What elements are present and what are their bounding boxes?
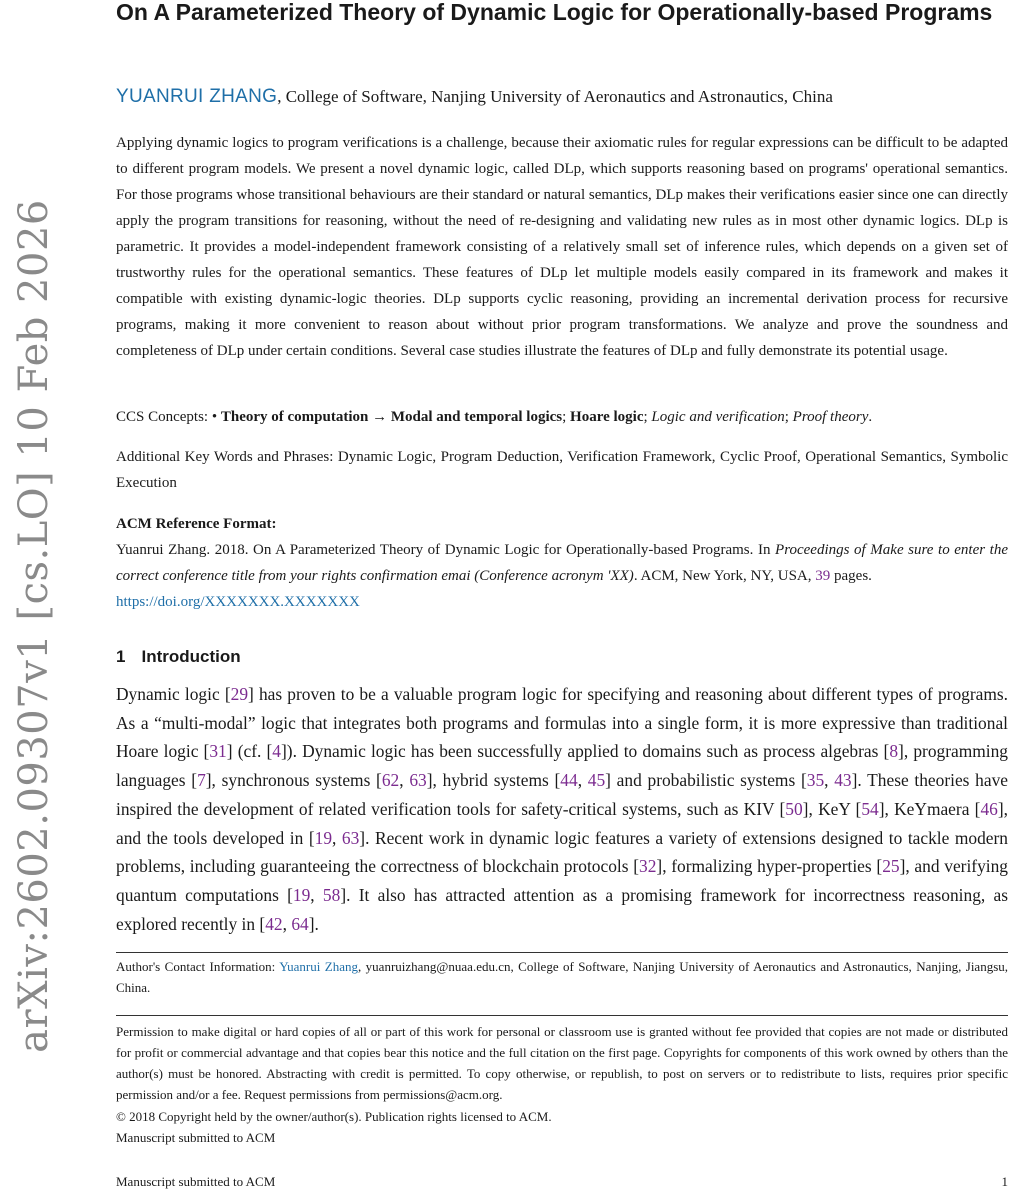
citation-link[interactable]: 63 (409, 770, 427, 791)
arxiv-stamp-text: arXiv:2602.09307v1 [cs.LO] 10 Feb 2026 (11, 199, 57, 1053)
ccs-sep: ; (784, 409, 793, 425)
paper-title: On A Parameterized Theory of Dynamic Logic for Operationally-based Programs (116, 0, 993, 25)
intro-text: , (282, 913, 292, 934)
citation-link[interactable]: 54 (861, 798, 879, 819)
citation-link[interactable]: 45 (587, 770, 606, 791)
citation-link[interactable]: 19 (314, 827, 333, 848)
citation-link[interactable]: 8 (889, 741, 899, 762)
ccs-sep: ; (643, 409, 652, 425)
citation-link[interactable]: 58 (322, 884, 341, 905)
citation-link[interactable]: 4 (272, 741, 281, 762)
author-affiliation: , College of Software, Nanjing University of Aeronautics and Astronautics, China (277, 87, 833, 106)
intro-text: ], hybrid systems [ (426, 770, 561, 791)
author-line (116, 86, 833, 108)
ccs-concept-1: Theory of computation (220, 409, 369, 425)
author-name: YUANRUI ZHANG (116, 86, 278, 107)
intro-text: , (577, 770, 588, 791)
page-number: 1 (1001, 1174, 1008, 1189)
citation-link[interactable]: 32 (639, 856, 657, 877)
section-title: Introduction (141, 647, 241, 666)
citation-link[interactable]: 64 (291, 913, 309, 934)
ccs-concept-3: Hoare logic (570, 409, 644, 425)
intro-text: ], and the tools developed in [ (116, 798, 1008, 848)
ccs-concept-2: Modal and temporal logics (390, 409, 563, 425)
citation-link[interactable]: 44 (560, 770, 578, 791)
intro-text: ] (cf. [ (226, 741, 273, 762)
intro-text: ], programming languages [ (116, 741, 1009, 791)
copyright-line: © 2018 Copyright held by the owner/author(s). Publication rights licensed to ACM. (116, 1109, 552, 1124)
intro-text: ] has proven to be a valuable program logic for specifying and reasoning about different types of programs. As a “multi-modal” logic that integrates both programs and formulas into a single form, it is more expressive than traditional Hoare logic [ (116, 684, 1008, 762)
citation-link[interactable]: 43 (834, 770, 852, 791)
intro-text: ]. It also has attracted attention as a promising framework for incorrectness reasoning, as explored recently in [ (116, 884, 1008, 934)
ref-format-body (116, 537, 1008, 615)
ref-venue: Proceedings of Make sure to enter the correct conference title from your rights confirmation emai (Conference acronym 'XX) (116, 542, 1008, 584)
intro-text: ]). Dynamic logic has been successfully applied to domains such as process algebras [ (281, 741, 890, 762)
citation-link[interactable]: 46 (980, 798, 998, 819)
ccs-sep: ; (562, 409, 571, 425)
citation-link[interactable]: 63 (341, 827, 360, 848)
intro-text: ]. Recent work in dynamic logic features a variety of extensions designed to tackle modern problems, including guaranteeing the correctness of blockchain protocols [ (116, 827, 1009, 877)
citation-link[interactable]: 31 (209, 741, 227, 762)
intro-text: , (310, 884, 323, 905)
ccs-end: . (868, 409, 873, 425)
intro-text: ] and probabilistic systems [ (605, 770, 807, 791)
intro-text: ], synchronous systems [ (205, 770, 382, 791)
abstract: Applying dynamic logics to program verifications is a challenge, because their axiomatic rules for regular expressions can be difficult to be adapted to different program models. We present a novel dynamic logic, called DLp, which supports reasoning based on programs' operational semantics. For those programs whose transitional behaviours are their standard or natural semantics, DLp makes their verifications easier since one can directly apply the program transitions for reasoning, without the need of re-designing and validating new rules as in most other dynamic logics. DLp is parametric. It provides a model-independent framework consisting of a relatively small set of inference rules, which depends on a given set of trustworthy rules for the operational semantics. These features of DLp let multiple models easily compared in its framework and makes it compatible with existing dynamic-logic theories. DLp supports cyclic reasoning, providing an incremental derivation process for recursive programs, making it more convenient to reason about without prior program transformations. We analyze and prove the soundness and completeness of DLp under certain conditions. Several case studies illustrate the features of DLp and fully demonstrate its potential usage. (116, 135, 1008, 359)
citation-link[interactable]: 25 (882, 856, 900, 877)
keywords: Additional Key Words and Phrases: Dynamic Logic, Program Deduction, Verification Framework, Cyclic Proof, Operational Semantics, Symbolic Execution (116, 449, 1008, 491)
ref-tail-2: pages. (830, 568, 872, 584)
ccs-concept-4: Logic and verification (651, 409, 785, 425)
footnote-rule (116, 952, 1008, 953)
submitted-line: Manuscript submitted to ACM (116, 1130, 276, 1145)
citation-link[interactable]: 62 (381, 770, 400, 791)
intro-text: , (824, 770, 835, 791)
citation-link[interactable]: 35 (806, 770, 825, 791)
intro-text: Dynamic logic [ (116, 684, 231, 704)
ccs-arrow: → (368, 409, 391, 425)
ref-lead: Yuanrui Zhang. 2018. On A Parameterized Theory of Dynamic Logic for Operationally-based Programs. In (116, 542, 776, 558)
citation-link[interactable]: 29 (230, 684, 249, 704)
intro-text: , (332, 827, 342, 848)
section-number: 1 (116, 647, 126, 666)
contact-info (116, 956, 1008, 998)
citation-link[interactable]: 7 (197, 770, 206, 791)
intro-paragraph (116, 680, 1008, 938)
ref-pages-link[interactable]: 39 (815, 568, 831, 584)
contact-lead: Author's Contact Information: (116, 959, 280, 974)
intro-text: ], and verifying quantum computations [ (116, 856, 1008, 905)
ccs-label: CCS Concepts: • (116, 409, 221, 425)
section-heading (116, 647, 241, 667)
contact-rest: , yuanruizhang@nuaa.edu.cn, College of Software, Nanjing University of Aeronautics and Astronautics, Nanjing, Jiangsu, China. (116, 959, 1009, 995)
intro-text: , (399, 770, 410, 791)
citation-link[interactable]: 50 (785, 798, 803, 819)
acm-reference-format (116, 511, 1008, 615)
doi-link[interactable]: https://doi.org/XXXXXXX.XXXXXXX (116, 594, 360, 610)
ref-tail: . ACM, New York, NY, USA, (633, 568, 816, 584)
permission-notice: Permission to make digital or hard copies of all or part of this work for personal or classroom use is granted without fee provided that copies are not made or distributed for profit or commercial advantage and that copies bear this notice and the full citation on the first page. Copyrights for components of this work owned by others than the author(s) must be honored. Abstracting with credit is permitted. To copy otherwise, or republish, to post on servers or to redistribute to lists, requires prior specific permission and/or a fee. Request permissions from permissions@acm.org. (116, 1024, 1008, 1102)
ccs-concept-5: Proof theory (792, 409, 869, 425)
intro-text: ], KeYmaera [ (878, 798, 981, 819)
citation-link[interactable]: 19 (292, 884, 311, 905)
permission-rule (116, 1015, 1008, 1016)
intro-text: ], KeY [ (802, 798, 862, 819)
ccs-concepts (116, 404, 1008, 430)
footer-left: Manuscript submitted to ACM (116, 1174, 276, 1189)
citation-link[interactable]: 42 (265, 913, 283, 934)
intro-text: ]. These theories have inspired the development of related verification tools for safety-critical systems, such as KIV [ (116, 770, 1008, 819)
intro-text: ], formalizing hyper-properties [ (656, 856, 883, 877)
ref-format-heading: ACM Reference Format: (116, 516, 277, 532)
intro-text: ]. (308, 913, 319, 934)
contact-author-link[interactable]: Yuanrui Zhang (279, 959, 358, 974)
